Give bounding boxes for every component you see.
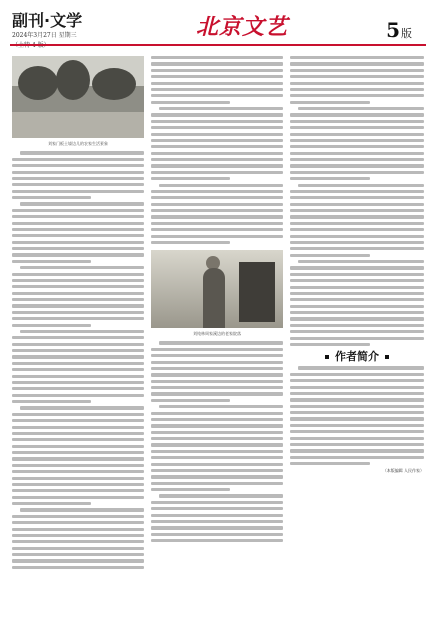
article-text-col2-top — [151, 56, 283, 244]
author-bio-heading — [290, 350, 424, 364]
top-photo — [12, 56, 144, 138]
author-photo — [151, 250, 283, 328]
footer-byline: （本版编辑 人民作家） — [382, 468, 424, 474]
author-photo-caption: 刘纯林周家溪边的老家院落 — [193, 331, 241, 337]
square-bullet-icon — [385, 355, 389, 359]
page-number-suffix: 版 — [401, 27, 412, 40]
page-number-value: 5 — [386, 18, 400, 42]
article-text-col3 — [290, 56, 424, 346]
column-2 — [151, 56, 283, 545]
publication-date: 2024年3月27日 星期三 — [12, 32, 77, 39]
masthead — [10, 8, 426, 62]
author-bio-title: 作者简介 — [335, 350, 379, 364]
square-bullet-icon — [325, 355, 329, 359]
top-photo-caption: 刘家门板土墙边儿的农家生活景象 — [48, 141, 108, 146]
page-number — [386, 18, 412, 42]
author-bio — [290, 350, 424, 475]
section-title: 副刊·文学 — [12, 11, 83, 30]
header-divider — [10, 44, 426, 46]
column-1 — [12, 56, 144, 572]
paper-name-logo: 北京文艺 — [196, 14, 289, 40]
article-text-col1 — [12, 151, 144, 569]
author-bio-text — [290, 366, 424, 465]
article-text-col2-bottom — [151, 341, 283, 542]
column-3 — [290, 56, 424, 475]
